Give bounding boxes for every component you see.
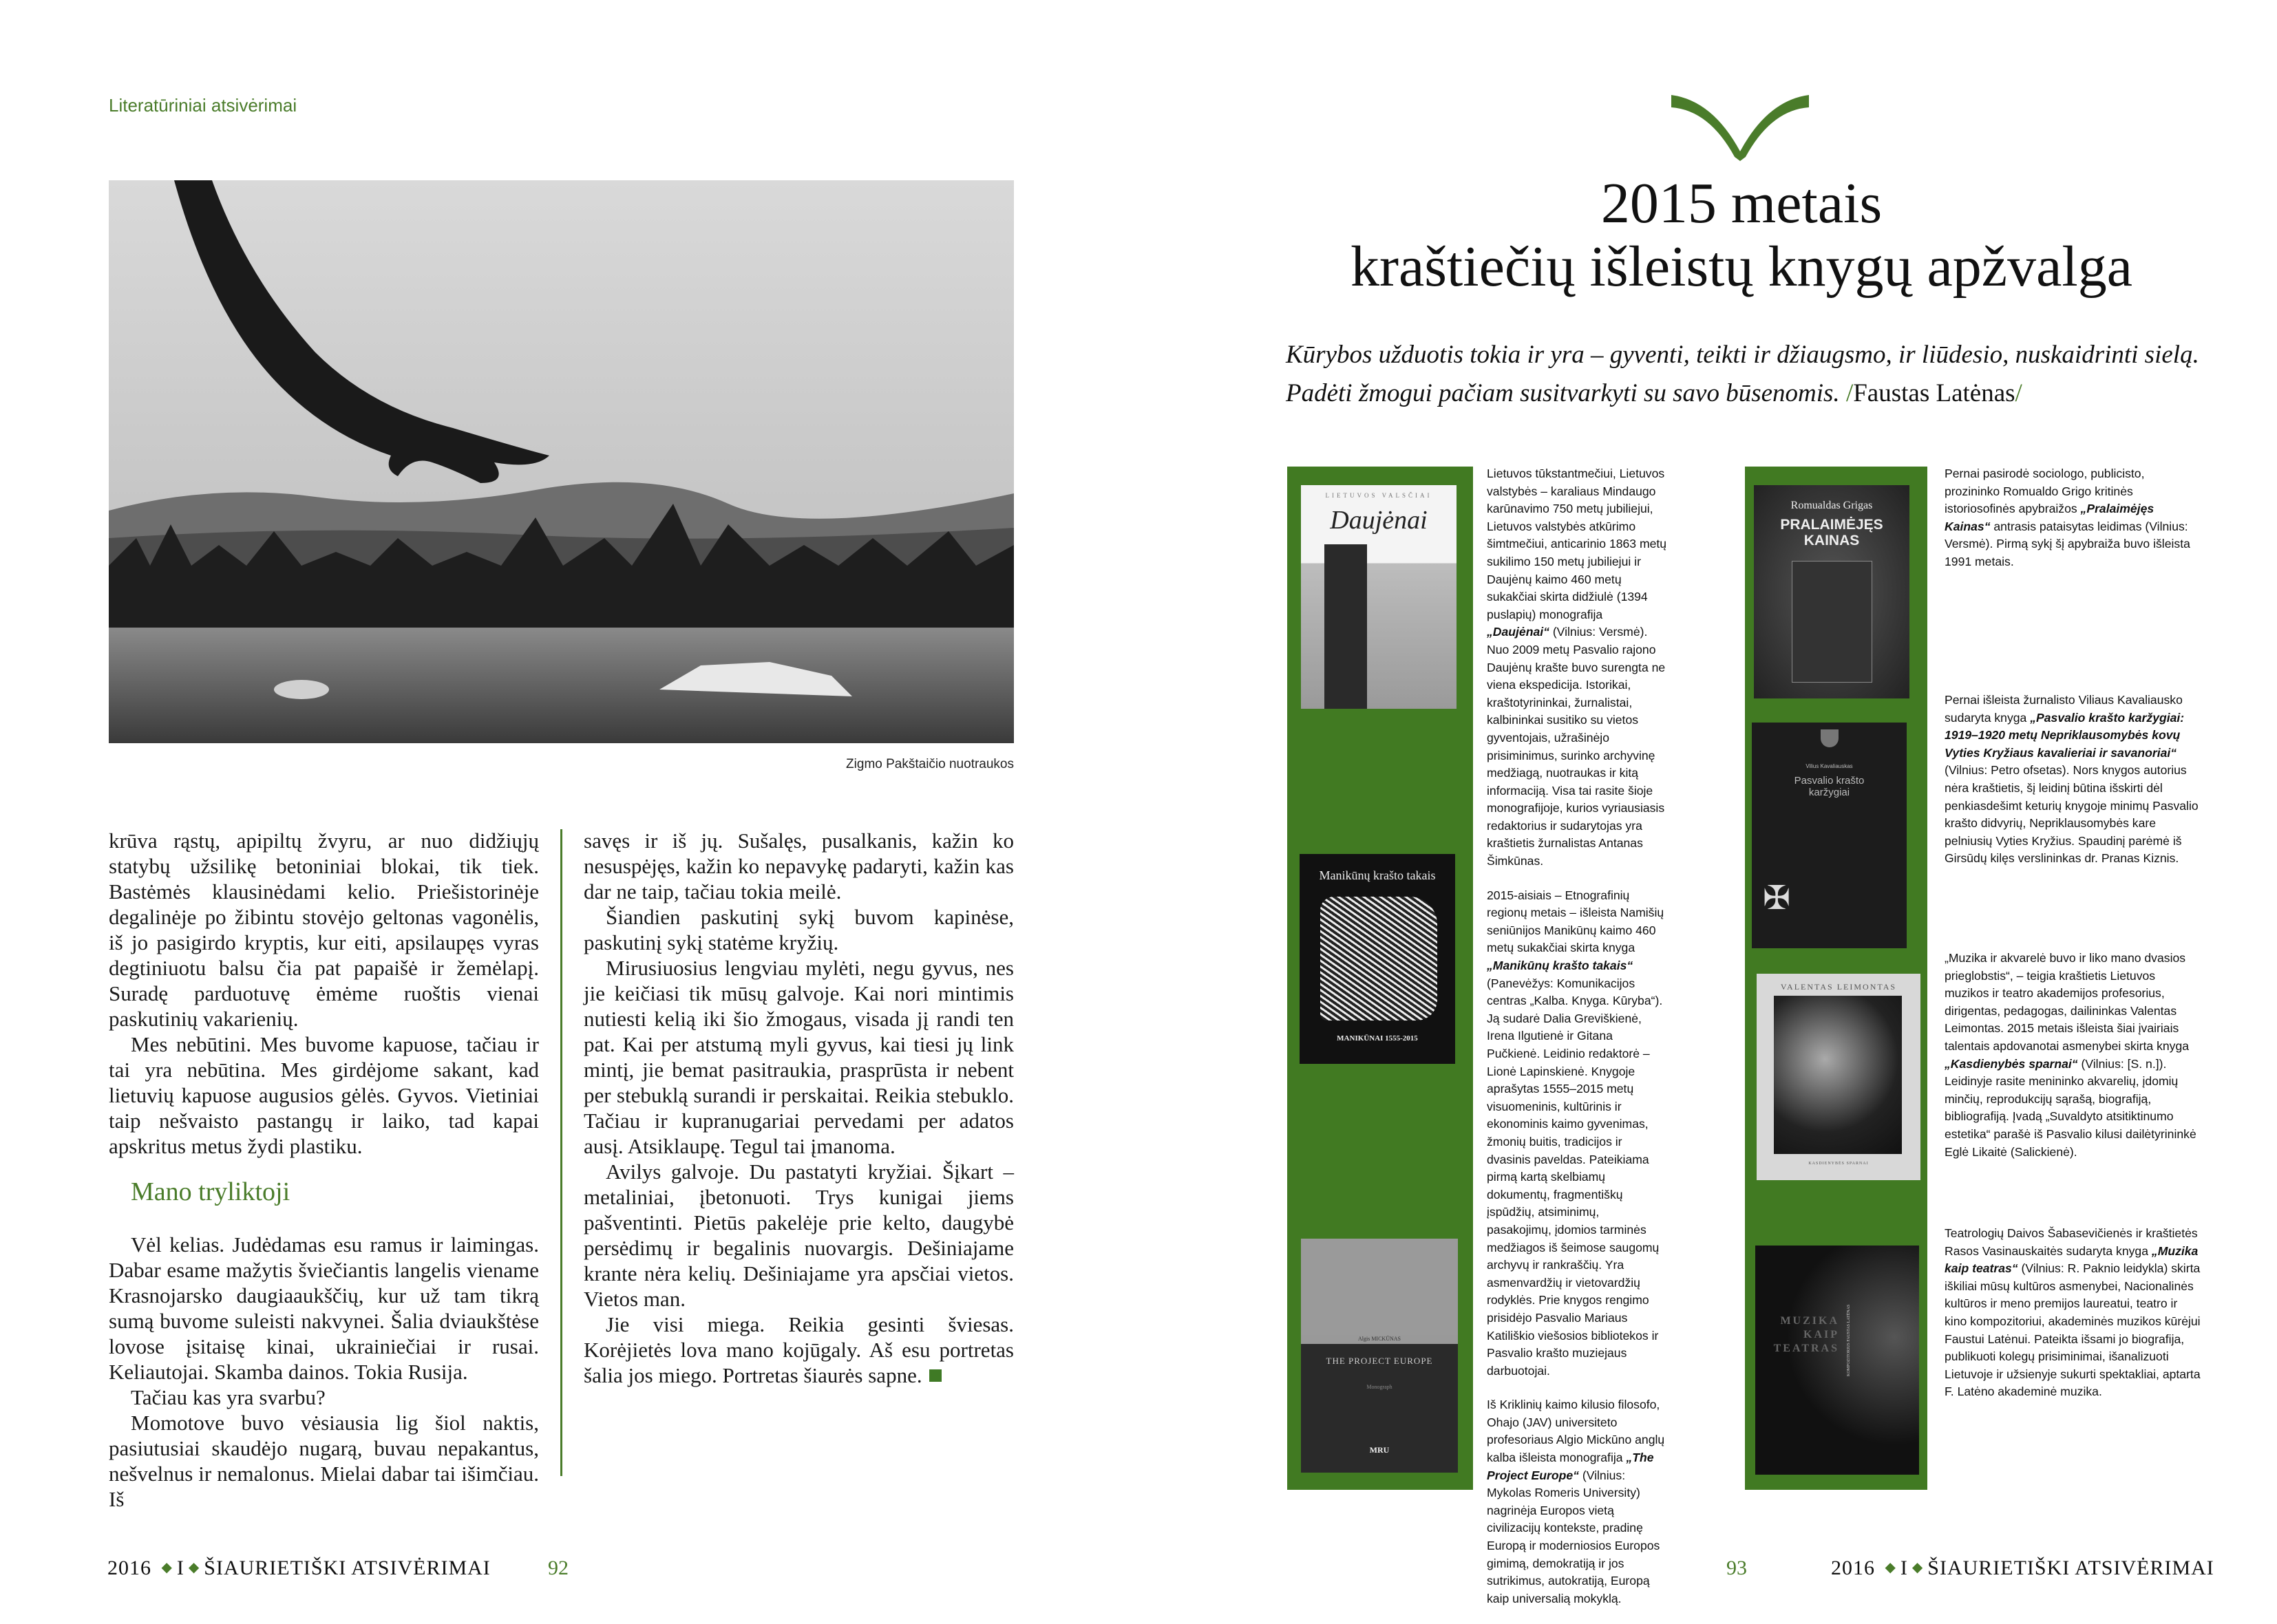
book-title: „Kasdienybės sparnai“	[1945, 1056, 2078, 1071]
review-text: 2015-aisiais – Etnografinių regionų metais – išleista Namišių seniūnijos Manikūnų kaimo 460 metų sukakčiai skirta knyga	[1487, 888, 1664, 955]
cover-title: MUZIKA KAIP TEATRAS	[1773, 1315, 1839, 1354]
footer-right	[1831, 1557, 2214, 1580]
review-column-2	[1945, 465, 2201, 1418]
footer-magazine: ŠIAURIETIŠKI ATSIVĖRIMAI	[204, 1557, 491, 1579]
review-text: „Muzika ir akvarelė buvo ir liko mano dvasios prieglobstis“, – teigia kraštietis Lietuvos muzikos ir teatro akademijos profesorius, dirigentas, pedagogas, dailininkas Valentas Leimontas. 2015 metais išleista šiai įvairiais talentais apdovanotai asmenybei skirta knyga	[1945, 951, 2190, 1053]
epigraph-author: Faustas Latėnas	[1853, 379, 2015, 407]
cover-author: VALENTAS LEIMONTAS	[1780, 982, 1897, 992]
book-cover-pralaimejes-kainas	[1754, 485, 1909, 698]
paragraph: Avilys galvoje. Du pastatyti kryžiai. Šįkart – metaliniai, įbetonuoti. Trys kunigai jiems pašventinti. Pietūs pakelėje prie kelto, daugybė persėdimų ir begalinis nuovargis. Dešiniajame krante nėra kelių. Dešiniajame yra apsčiai vietos. Vietos man.	[584, 1160, 1014, 1311]
subheading: Mano tryliktoji	[131, 1177, 290, 1206]
book-title: „Pralaimėjęs Kainas“	[1945, 502, 2154, 533]
review-text: antrasis pataisytas leidimas (Vilnius: Versmė). Pirmą sykį šį apybraiža buvo išleista 1991 metais.	[1945, 519, 2190, 568]
review-text: (Vilnius: Versmė). Nuo 2009 metų Pasvalio rajono Daujėnų krašte buvo surengta ne viena ekspedicija. Istorikai, kraštotyrininkai, žurnalistai, kalbininkai susitiko su vietos gyventojais, užrašinėjo prisiminimus, surinko archyvinę medžiagą, nuotraukas ir kitą informaciją. Visa tai rasite šioje monografijoje, kurios vyriausiasis redaktorius ir sudarytojas yra kraštietis žurnalistas Antanas Šimkūnas.	[1487, 625, 1666, 868]
footer-issue: I	[176, 1557, 184, 1579]
publisher-logo: MRU	[1369, 1445, 1390, 1455]
cover-title: PRALAIMĖJĘS KAINAS	[1780, 517, 1883, 548]
review-manikunu	[1487, 887, 1667, 1397]
book-title: „Manikūnų krašto takais“	[1487, 959, 1633, 973]
sprout-logo-icon	[1671, 95, 1809, 161]
cross-icon: ✠	[1763, 880, 1791, 917]
cover-stamp: MANIKŪNAI 1555-2015	[1337, 1034, 1418, 1043]
review-text: (Vilnius: Petro ofsetas). Nors knygos autorius nėra kraštietis, šį leidinį būtina išskirti dėl penkiasdešimt keturių knygoje minimų Pasvalio krašto didvyrių, Nepriklausomybės kare pelniusių Vyties Kryžius. Spaudinį parėmė iš Girsūdų kilęs verslininkas dr. Pranas Kiznis.	[1945, 763, 2199, 866]
cover-author: Romualdas Grigas	[1790, 500, 1873, 511]
book-cover-project-europe	[1301, 1239, 1458, 1473]
footer-year: 2016	[107, 1557, 151, 1579]
article-column-2	[584, 828, 1014, 1388]
footer-magazine: ŠIAURIETIŠKI ATSIVĖRIMAI	[1927, 1557, 2214, 1579]
review-daujenai	[1487, 465, 1667, 887]
book-cover-pasvalio-karzygiai	[1752, 723, 1907, 948]
cover-title: Manikūnų krašto takais	[1319, 868, 1436, 882]
paragraph: Mirusiuosius lengviau mylėti, negu gyvus, nes jie keičiasi tik mūsų galvoje. Kai nori mintimis nutiesti kelią iki šio žmogaus, visada jį randi ten pat. Kai per atstumą myli gyvus, kai tiesi jų link mintį, jie bemat pasitraukia, prasprūsta ir nebent per stebuklą surandi ir perskaitai. Reikia stebuklo. Tačiau ir kupranugariai pervedami per adatos ausį. Atsiklaupę. Tegul tai įmanoma.	[584, 956, 1014, 1158]
paragraph: Mes nebūtini. Mes buvome kapuose, tačiau ir tai yra nebūtina. Mes girdėjome sakant, kad lietuvių kapuose augusios gėlės. Gyvos. Vietiniai taip nešvaisto pastangų ir laiko, tad kapai apskritus metus žydi plastiku.	[109, 1032, 539, 1158]
paragraph	[584, 1312, 1014, 1388]
column-divider	[560, 829, 562, 1476]
cover-author: Vilius Kavaliauskas	[1805, 763, 1853, 769]
photo-caption: Zigmo Pakštaičio nuotraukos	[846, 757, 1014, 771]
section-label: Literatūriniai atsivėrimai	[109, 95, 297, 116]
paragraph: Momotove buvo vėsiausia lig šiol naktis, pasiutusiai skaudėjo nugarą, buvau nepakantus, nešvelnus ir nemalonus. Mielai dabar tai išimčiau. Iš	[109, 1411, 539, 1511]
cover-title: Daujėnai	[1330, 506, 1428, 535]
diamond-icon: ◆	[188, 1560, 200, 1575]
hand-landscape-photo	[109, 180, 1014, 743]
paragraph-text: Jie visi miega. Reikia gesinti šviesas. Korėjietės lova mano kojūgaly. Aš esu portretas šalia jos miego. Portretas šiaurės sapne.	[584, 1312, 1014, 1387]
book-cover-panel-2	[1745, 467, 1927, 1490]
diamond-icon: ◆	[161, 1560, 173, 1575]
book-cover-panel-1	[1287, 467, 1473, 1490]
coat-of-arms-icon	[1821, 729, 1839, 747]
review-text: (Vilnius: R. Paknio leidykla) skirta iškiliai mūsų kultūros asmenybei, Nacionalinės kultūros ir meno premijos laureatui, teatro ir kino kompozitoriui, akademinės muzikos kūrėjui Faustui Latėnui. Pateikta išsami jo biografija, publikuoti kolegų prisiminimai, išanalizuoti Lietuvoje ir užsienyje sukurti spektakliai, aptarta F. Latėno akademinė muzika.	[1945, 1261, 2201, 1399]
diamond-icon: ◆	[1885, 1560, 1896, 1575]
footer-issue: I	[1900, 1557, 1908, 1579]
review-column-1	[1487, 465, 1667, 1624]
cover-title: KASDIENYBĖS SPARNAI	[1808, 1162, 1869, 1166]
paragraph: savęs ir iš jų. Sušalęs, pusalkanis, kažin ko nesuspėjęs, kažin ko nepavykę padaryti, kažin kas dar ne taip, tačiau tokia meilė.	[584, 829, 1014, 904]
book-cover-daujenai	[1301, 485, 1457, 709]
title-line-1: 2015 metais	[1600, 171, 1883, 235]
paragraph: Tačiau kas yra svarbu?	[131, 1385, 326, 1409]
review-pasvalio-karzygiai	[1945, 692, 2201, 950]
epigraph-text: Kūrybos užduotis tokia ir yra – gyventi, teikti ir džiaugsmo, ir liūdesio, nuskaidrinti sielą. Padėti žmogui pačiam susitvarkyti su savo būsenomis.	[1286, 341, 2199, 407]
book-title: „Pasvalio krašto karžygiai: 1919–1920 metų Nepriklausomybės kovų Vyties Kryžiaus kavalieriai ir savanoriai“	[1945, 710, 2185, 760]
book-cover-muzika-kaip-teatras	[1755, 1246, 1919, 1475]
cover-series: LIETUVOS VALSČIAI	[1325, 492, 1432, 499]
cover-author: Algis MICKŪNAS	[1301, 1335, 1458, 1343]
book-title: „Muzika kaip teatras“	[1945, 1243, 2199, 1276]
cover-title: Pasvalio krašto karžygiai	[1794, 775, 1865, 798]
cover-title: THE PROJECT EUROPE	[1326, 1356, 1433, 1366]
review-text: Iš Kriklinių kaimo kilusio filosofo, Ohajo (JAV) universiteto profesoriaus Algio Mickūno anglų kalba išleista monografija	[1487, 1398, 1665, 1465]
review-text: Teatrologių Daivos Šabasevičienės ir kraštietės Rasos Vasinauskaitės sudaryta knyga	[1945, 1226, 2198, 1258]
page-number: 92	[548, 1557, 569, 1579]
review-text: (Panevėžys: Komunikacijos centras „Kalba. Knyga. Kūryba“). Ją sudarė Dalia Greviškienė, Irena Ilgutienė ir Gitana Pučkienė. Leidinio redaktorė – Lionė Lapinskienė. Knygoje aprašytas 1555–2015 metų visuomeninis, kultūrinis ir ekonominis kaimo gyvenimas, žmonių buitis, tradicijos ir dvasinis paveldas. Pateikiama pirmą kartą skelbiamų dokumentų, fragmentiškų įspūdžių, atsiminimų, pasakojimų, įdomios tarminės medžiagos iš šeimose saugomų archyvų ir rankraščių. Yra asmenvardžių ir vietovardžių rodyklės. Prie knygos rengimo prisidėjo Pasvalio Mariaus Katiliškio viešosios bibliotekos ir Pasvalio krašto muziejaus darbuotojai.	[1487, 976, 1663, 1378]
book-cover-manikunu	[1300, 854, 1455, 1064]
end-of-article-mark	[929, 1369, 942, 1382]
article-column-1	[109, 828, 539, 1512]
review-text: Pernai pasirodė sociologo, publicisto, prozininko Romualdo Grigo kritinės istoriosofinės apybraižos	[1945, 467, 2145, 516]
review-pralaimejes-kainas	[1945, 465, 2201, 692]
epigraph: Kūrybos užduotis tokia ir yra – gyventi, teikti ir džiaugsmo, ir liūdesio, nuskaidrinti sielą. Padėti žmogui pačiam susitvarkyti su savo būsenomis. /Faustas Latėnas/	[1286, 341, 2199, 407]
paragraph: krūva rąstų, apipiltų žvyru, ar nuo didžiųjų statybų užsilikę betoniniai blokai, tik tiek. Bastėmės klausinėdami kelio. Priešistorinėje degalinėje po žibintu stovėjo geltonas vagonėlis, iš jo pasigirdo kryptis, kur eiti, apsilaupęs vyras degtiniuotu balsu čia pat papaišė ir žemėlapį. Suradę parduotuvę ėmėme ruoštis vienai paskutinių vakarienių.	[109, 829, 539, 1031]
review-kasdienybes-sparnai	[1945, 950, 2201, 1225]
photo-illustration	[109, 180, 1014, 743]
footer-left	[107, 1557, 491, 1580]
paragraph: Vėl kelias. Judėdamas esu ramus ir laimingas. Dabar esame mažytis šviečiantis langelis viename Krasnojarsko daugiaaukščių, kur už tam tikrą sumą buvome suleisti nakvynei. Šalia dviaukštėse lovose įsitaisę kinai, ukrainiečiai ir rusai. Keliautojai. Skamba dainos. Tokia Rusija.	[109, 1232, 539, 1384]
diamond-icon: ◆	[1911, 1560, 1924, 1575]
cover-subtitle: KOMPOZITORIUS FAUSTAS LATĖNAS	[1847, 1304, 1851, 1376]
book-title: „The Project Europe“	[1487, 1451, 1654, 1482]
book-title: „Daujėnai“	[1487, 625, 1549, 639]
review-text: Lietuvos tūkstantmečiui, Lietuvos valstybės – karaliaus Mindaugo karūnavimo 750 metų jubiliejui, Lietuvos valstybės atkūrimo šimtmečiui, anticarinio 1863 metų sukilimo 150 metų jubiliejui ir Daujėnų kaimo 460 metų sukakčiai skirta didžiulė (1394 puslapių) monografija	[1487, 467, 1667, 621]
footer-year: 2016	[1831, 1557, 1875, 1579]
article-title	[1191, 172, 2277, 299]
cover-subtitle: Monograph	[1366, 1384, 1392, 1390]
review-muzika-kaip-teatras	[1945, 1225, 2201, 1418]
paragraph: Šiandien paskutinį sykį buvom kapinėse, paskutinį sykį statėme kryžių.	[584, 905, 1014, 954]
book-cover-leimontas	[1757, 974, 1920, 1180]
review-text: (Vilnius: Mykolas Romeris University) nagrinėja Europos vietą civilizacijų kontekste, pradinę Europą ir moderniosios Europos gimimą, demokratiją ir jos sutrikimus, autokratiją, Europą kaip universalią mokyklą.	[1487, 1468, 1660, 1605]
page-number: 93	[1726, 1557, 1747, 1579]
review-project-europe	[1487, 1396, 1667, 1624]
review-text: (Vilnius: [S. n.]). Leidinyje rasite menininko akvarelių, įdomių minčių, reprodukcijų sąrašą, biografiją, bibliografiją. Įvadą „Suvaldyto atsitiktinumo estetika“ parašė iš Pasvalio kilusi dailėtyrininkė Eglė Likaitė (Salickienė).	[1945, 1056, 2196, 1159]
title-line-2: kraštiečių išleistų knygų apžvalga	[1350, 235, 2132, 299]
review-text: Pernai išleista žurnalisto Viliaus Kavaliausko sudaryta knyga	[1945, 693, 2183, 725]
